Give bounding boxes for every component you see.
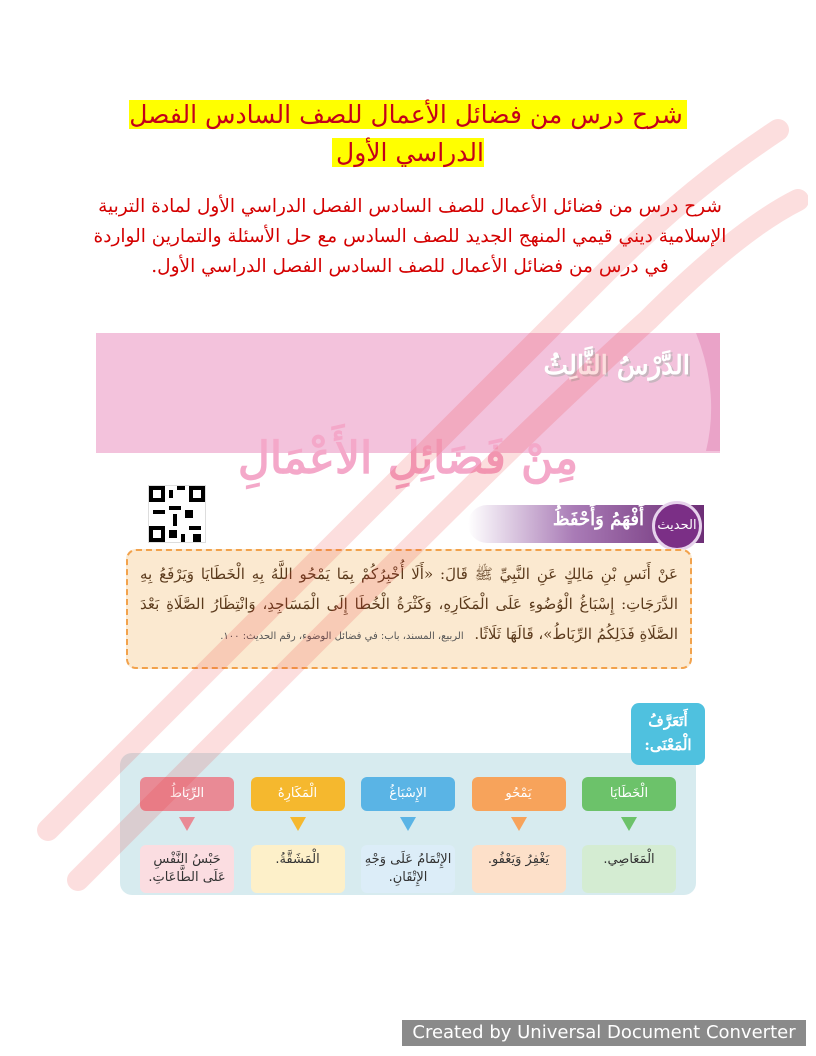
vocab-term: الْخَطَايَا <box>582 777 676 811</box>
footer-banner: Created by Universal Document Converter <box>402 1020 806 1046</box>
afham-label: أَفْهَمُ وَأَحْفَظُ <box>552 509 644 530</box>
vocab-term: الْمَكَارِهُ <box>251 777 345 811</box>
vocab-term: الإِسْبَاغُ <box>361 777 455 811</box>
vocab-arrow-icon <box>511 817 527 831</box>
vocab-meaning: يَغْفِرُ وَيَعْفُو. <box>472 845 566 893</box>
vocab-panel <box>120 753 696 895</box>
vocab-meaning: الْمَشَقَّةُ. <box>251 845 345 893</box>
vocab-term: يَمْحُو <box>472 777 566 811</box>
vocab-arrow-icon <box>290 817 306 831</box>
vocab-arrow-icon <box>621 817 637 831</box>
vocab-meaning: حَبْسُ النَّفْسِ عَلَى الطَّاعَاتِ. <box>140 845 234 893</box>
lesson-number: الدَّرْسُ الثَّالِثُ <box>543 351 690 381</box>
lesson-figure <box>96 333 720 903</box>
hadith-reference: الربيع، المسند، باب: في فضائل الوضوء، رقم الحديث: ١٠٠. <box>220 631 464 642</box>
qr-code-icon[interactable] <box>148 485 206 543</box>
page-title: شرح درس من فضائل الأعمال للصف السادس الفصل الدراسي الأول <box>100 96 716 172</box>
meanings-title: أَتَعَرَّفُ الْمَعْنَى: <box>631 703 705 765</box>
vocab-arrow-icon <box>179 817 195 831</box>
lesson-title: مِنْ فَضَائِلِ الأَعْمَالِ <box>237 433 579 484</box>
vocab-meaning: الإِتْمَامُ عَلَى وَجْهِ الإِتْقَانِ. <box>361 845 455 893</box>
hadith-text: عَنْ أَنَسِ بْنِ مَالِكٍ عَنِ النَّبِيِّ ﷺ قَالَ: «أَلَا أُخْبِرُكُمْ بِمَا يَمْحُو اللَّهُ بِهِ الْخَطَايَا وَيَرْفَعُ بِهِ الدَّرَجَاتِ: إِسْبَاغُ الْوُضُوءِ عَلَى الْمَكَارِهِ، وَكَثْرَةُ الْخُطَا إِلَى الْمَسَاجِدِ، وَانْتِظَارُ الصَّلَاةِ بَعْدَ الصَّلَاةِ فَذَلِكُمُ الرِّبَاطُ»، قَالَهَا ثَلَاثًا. الربيع، المسند، باب: في فضائل الوضوء، رقم الحديث: ١٠٠. <box>140 565 678 643</box>
hadith-box <box>126 549 692 669</box>
intro-paragraph: شرح درس من فضائل الأعمال للصف السادس الفصل الدراسي الأول لمادة التربية الإسلامية ديني قيمي المنهج الجديد للصف السادس مع حل الأسئلة والتمارين الواردة في درس من فضائل الأعمال للصف السادس الفصل الدراسي الأول. <box>93 196 727 277</box>
vocab-meaning: الْمَعَاصِي. <box>582 845 676 893</box>
vocab-arrow-icon <box>400 817 416 831</box>
hadith-badge: الحديث <box>652 501 702 551</box>
afham-banner <box>468 505 704 543</box>
vocab-term: الرِّبَاطُ <box>140 777 234 811</box>
